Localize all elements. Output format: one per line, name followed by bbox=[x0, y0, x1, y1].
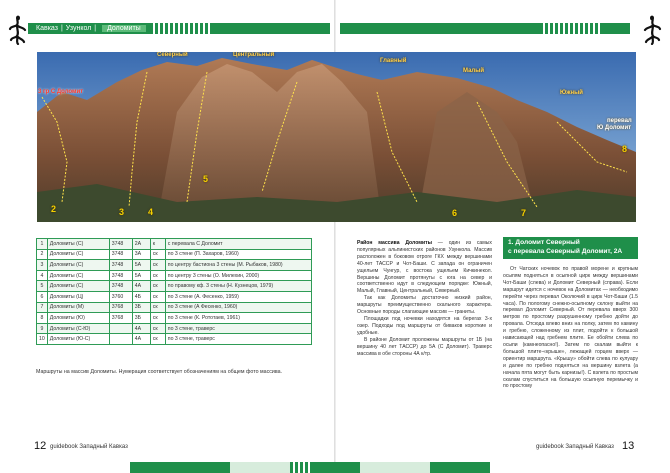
table-cell: Доломиты (С) bbox=[47, 239, 109, 250]
peak-label-maly: Малый bbox=[463, 68, 485, 74]
table-cell: по правому кф. 3 стены (Н. Кузнецов, 1979) bbox=[165, 281, 311, 292]
table-cell: 3748 bbox=[109, 281, 132, 292]
paragraph-2: Так как Доломиты достаточно низкий район, маршруты преимущественно скального характера. Основные породы слагающие массив — граниты. bbox=[357, 295, 492, 316]
route-label-right-2: Ю Доломит bbox=[597, 125, 632, 131]
table-cell: ск bbox=[150, 323, 165, 334]
table-cell: 3Б bbox=[132, 302, 150, 313]
table-cell bbox=[109, 323, 132, 334]
table-cell: 4А bbox=[132, 323, 150, 334]
table-row bbox=[37, 249, 312, 260]
table-cell: 3 bbox=[37, 260, 48, 271]
breadcrumb-uzunkol[interactable]: Узункол bbox=[65, 25, 92, 32]
route-label-left: 3 гр С Доломит bbox=[38, 89, 84, 95]
table-cell: Доломиты (Ю) bbox=[47, 313, 109, 324]
table-cell: Доломиты (С) bbox=[47, 260, 109, 271]
table-cell: 4 bbox=[37, 270, 48, 281]
route-number: 7 bbox=[521, 208, 527, 218]
route-number: 2 bbox=[51, 204, 57, 214]
area-title: Район массива Доломиты bbox=[357, 240, 432, 246]
paragraph-4: В районе Доломит проложены маршруты от 1Б (на вершину 40 лет ТАССР) до 5А (С Доломит). Траверс массива в обе стороны 4А к/тр. bbox=[357, 336, 492, 357]
table-cell: 4Б bbox=[132, 291, 150, 302]
footer-bar bbox=[130, 462, 230, 473]
table-cell: ск bbox=[150, 270, 165, 281]
table-cell: Доломиты (С) bbox=[47, 249, 109, 260]
table-cell: по 3 стене, траверс bbox=[165, 323, 311, 334]
table-cell: ск bbox=[150, 249, 165, 260]
route-number: 4 bbox=[148, 207, 154, 217]
table-row bbox=[37, 260, 312, 271]
right-page-number: 13 bbox=[622, 440, 635, 452]
route-number: 5 bbox=[203, 174, 209, 184]
table-cell: 7 bbox=[37, 302, 48, 313]
mountain-photo bbox=[37, 52, 636, 222]
peak-label-centralny: Центральный bbox=[233, 52, 275, 58]
table-cell: ск bbox=[150, 302, 165, 313]
breadcrumb-dolomity[interactable]: Доломиты bbox=[102, 25, 146, 32]
right-header-bar-end bbox=[600, 23, 630, 34]
footer-bar bbox=[230, 462, 290, 473]
table-cell: с перевала С Доломит bbox=[165, 239, 311, 250]
route-heading: 1. Доломит Северный с перевала Северный Доломит, 2А bbox=[503, 237, 638, 259]
table-cell: по центру 3 стены (О. Милехин, 2000) bbox=[165, 270, 311, 281]
table-cell: 5А bbox=[132, 270, 150, 281]
table-cell: 3748 bbox=[109, 239, 132, 250]
table-cell: по 3 стене (А Фесенко, 1960) bbox=[165, 302, 311, 313]
route-description: От Чатских ночевок по правой морене и крупным осыпям подняться в осыпной цирк между вершинами Чот-Баши (слева) и Доломит Северный (справа). Если маршрут идется с ночевок на Доломитах — необходимо перейти через перевал Околючий в цирк Чот-Баши (1.5 часа). По пологому снежно-осыпному склону выйти на перевал Доломит Северный. От перевала вверх 300 метров по простому разрушенному гребню дойти до провала. Отсюда влево вниз на полку, затем по камину и гребню, сложенному из плит, подойти к большой нависающей над гребнем плите. Ее обойти слева по осыпи (камнеопасно!). Затем по скалам выйти к большой плите-«крыше», лежащей горцем вверх — ориентир маршрута. «Крышу» обойти слева по кулуару и далее по гребню подняться на вершину взлета (а начала пята могут быть карнизы!). С взлета по простым скалам спуститься на большую осыпную перемычку и по простому bbox=[503, 266, 638, 390]
table-cell: 3748 bbox=[109, 270, 132, 281]
table-cell: 5А bbox=[132, 260, 150, 271]
table-cell: 3Б bbox=[132, 313, 150, 324]
footer-bar bbox=[430, 462, 490, 473]
table-cell bbox=[109, 334, 132, 345]
table-cell: 10 bbox=[37, 334, 48, 345]
table-cell: ск bbox=[150, 281, 165, 292]
table-row bbox=[37, 334, 312, 345]
table-cell: 3748 bbox=[109, 260, 132, 271]
table-cell: по 3 стене, траверс bbox=[165, 334, 311, 345]
table-cell: 3760 bbox=[109, 291, 132, 302]
table-cell: по 3 стене (П. Захаров, 1960) bbox=[165, 249, 311, 260]
footer-bar bbox=[360, 462, 430, 473]
table-cell: Доломиты (С-Ю) bbox=[47, 323, 109, 334]
route-label-right-1: перевал bbox=[607, 118, 632, 124]
peak-label-glavny: Главный bbox=[380, 58, 407, 64]
lizard-logo-icon bbox=[640, 15, 664, 45]
table-cell: Доломиты (М) bbox=[47, 302, 109, 313]
table-cell: 3768 bbox=[109, 313, 132, 324]
table-cell: по центру бастиона 3 стены (М. Рыбаков, 1980) bbox=[165, 260, 311, 271]
paragraph-1: Район массива Доломиты — один из самых популярных альпинистских районов Узункола. Массив расположен в боковом отроге ГКХ между вершинами 40-лет ТАССР и Чот-Баши. С запада он ограничен ущельем Чунгур, с востока ущельем Кичкинекол. Вершины Доломит протянуты с юга на север и соответственно идут в следующем порядке: Южный, Малый, Главный, Центральный, Северный. bbox=[357, 240, 492, 295]
routes-table bbox=[36, 238, 312, 345]
table-row bbox=[37, 302, 312, 313]
table-row bbox=[37, 239, 312, 250]
table-row bbox=[37, 270, 312, 281]
left-page-number: 12 bbox=[34, 440, 47, 452]
table-cell: 3768 bbox=[109, 302, 132, 313]
peak-label-severny: Северный bbox=[157, 52, 188, 58]
header-stripes bbox=[150, 23, 210, 34]
table-caption: Маршруты на массив Доломиты. Нумерация соответствует обозначениям на общем фото массива. bbox=[36, 369, 283, 375]
table-cell: Доломиты (С) bbox=[47, 281, 109, 292]
footer-stripes bbox=[290, 462, 312, 473]
table-cell: 4А bbox=[132, 334, 150, 345]
table-cell: по 3 стене (К. Рототаев, 1961) bbox=[165, 313, 311, 324]
table-cell: 4А bbox=[132, 281, 150, 292]
route-number: 6 bbox=[452, 208, 458, 218]
table-cell: Доломиты (Ю-С) bbox=[47, 334, 109, 345]
table-row bbox=[37, 313, 312, 324]
table-cell: 3А bbox=[132, 249, 150, 260]
table-cell: 9 bbox=[37, 323, 48, 334]
table-cell: 2А bbox=[132, 239, 150, 250]
footer-bar bbox=[312, 462, 360, 473]
breadcrumb-caucasus[interactable]: Кавказ bbox=[36, 25, 58, 32]
table-cell: ск bbox=[150, 334, 165, 345]
table-cell: ск bbox=[150, 313, 165, 324]
table-cell: Доломиты (С) bbox=[47, 270, 109, 281]
table-row bbox=[37, 281, 312, 292]
left-header-bar: Кавказ | Узункол | Доломиты bbox=[28, 23, 330, 34]
peak-label-yuzhny: Южный bbox=[560, 90, 583, 96]
route-number: 3 bbox=[119, 207, 125, 217]
left-guide-title: guidebook Западный Кавказ bbox=[50, 444, 128, 450]
area-description bbox=[357, 240, 492, 357]
table-cell: 6 bbox=[37, 291, 48, 302]
table-cell: к bbox=[150, 239, 165, 250]
table-row bbox=[37, 323, 312, 334]
table-cell: 3748 bbox=[109, 249, 132, 260]
table-cell: по 3 стене (А. Фесенко, 1959) bbox=[165, 291, 311, 302]
table-row bbox=[37, 291, 312, 302]
table-cell: 2 bbox=[37, 249, 48, 260]
table-cell: ск bbox=[150, 291, 165, 302]
table-cell: Доломиты (Ц) bbox=[47, 291, 109, 302]
route-number: 8 bbox=[622, 144, 628, 154]
table-cell: 1 bbox=[37, 239, 48, 250]
lizard-logo-icon bbox=[6, 15, 30, 45]
right-header-bar bbox=[340, 23, 540, 34]
table-cell: 8 bbox=[37, 313, 48, 324]
paragraph-3: Площадки под ночевки находятся на берегах 3-х озер. Подходы под маршруты от биваков короткие и удобные. bbox=[357, 315, 492, 336]
header-stripes bbox=[540, 23, 600, 34]
table-cell: ск bbox=[150, 260, 165, 271]
table-cell: 5 bbox=[37, 281, 48, 292]
right-guide-title: guidebook Западный Кавказ bbox=[536, 444, 614, 450]
